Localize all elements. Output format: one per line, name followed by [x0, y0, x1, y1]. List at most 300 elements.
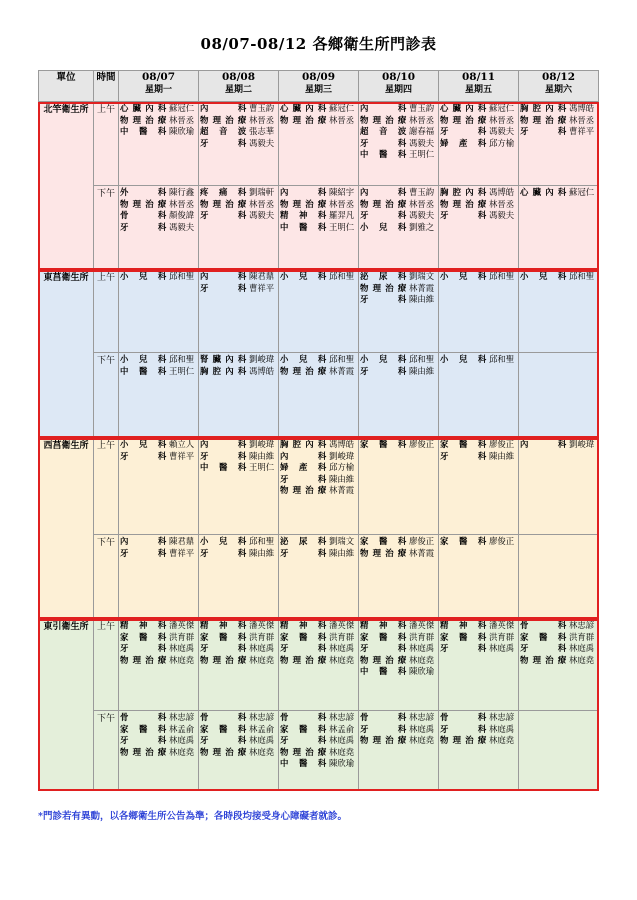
doctor-name: 劉雅之: [409, 221, 435, 232]
clinic-entry: [440, 126, 518, 138]
doctor-name: 劉峻瑋: [249, 439, 275, 449]
clinic-entry: [200, 747, 278, 759]
doctor-name: 林晉丞: [329, 198, 355, 209]
schedule-cell: [279, 102, 359, 186]
clinic-entry: [200, 126, 278, 138]
department: 牙 科: [360, 210, 406, 220]
clinic-entry: [200, 187, 278, 199]
schedule-cell: [359, 186, 439, 270]
doctor-name: 林庭堯: [249, 654, 275, 665]
header-day: [199, 71, 279, 102]
clinic-entry: [200, 451, 278, 463]
clinic-entry: [120, 548, 198, 560]
department: 中 醫 科: [120, 365, 166, 376]
doctor-name: 潘英傑: [329, 620, 355, 630]
doctor-name: 林庭堯: [249, 746, 275, 757]
doctor-name: 洪育群: [329, 631, 355, 642]
clinic-entry: [280, 712, 358, 724]
department: 疼 痛 科: [200, 187, 246, 197]
department: 家 醫 科: [440, 536, 486, 546]
clinic-entry: [360, 632, 438, 644]
doctor-name: 馮博皓: [249, 365, 275, 376]
clinic-entry: [520, 103, 598, 115]
department: 精 神 科: [440, 620, 486, 630]
department: 物理治療: [120, 746, 166, 757]
schedule-cell: [439, 270, 519, 353]
clinic-entry: [360, 666, 438, 678]
unit-name: 北竿衛生所: [39, 102, 94, 270]
department: 骨 科: [200, 712, 246, 722]
department: 家 醫 科: [280, 723, 326, 734]
clinic-entry: [360, 354, 438, 366]
schedule-cell: [119, 535, 199, 619]
schedule-row: [39, 186, 599, 270]
department: 物理治療: [200, 198, 246, 209]
header-date: 08/08: [221, 71, 256, 83]
department: 物理治療: [360, 198, 406, 209]
doctor-name: 洪育群: [569, 631, 595, 642]
doctor-name: 林庭禹: [409, 723, 435, 734]
doctor-name: 邱方榆: [489, 137, 515, 148]
doctor-name: 王明仁: [409, 149, 435, 159]
header-date: 08/10: [381, 71, 416, 83]
department: 內 科: [360, 103, 406, 113]
doctor-name: 馮毅夫: [169, 221, 195, 232]
department: 物理治療: [280, 198, 326, 209]
doctor-name: 林庭禹: [169, 643, 195, 653]
doctor-name: 林孟俞: [169, 723, 195, 734]
department: 物理治療: [120, 114, 166, 125]
clinic-entry: [200, 643, 278, 655]
department: 外 科: [120, 187, 166, 197]
department: 牙 科: [200, 137, 246, 148]
department: 牙 科: [200, 547, 246, 558]
clinic-entry: [120, 115, 198, 127]
doctor-name: 林庭禹: [169, 735, 195, 745]
doctor-name: 林庭堯: [169, 746, 195, 757]
department: 物理治療: [360, 282, 406, 293]
clinic-entry: [280, 758, 358, 770]
department: 牙 科: [360, 294, 406, 304]
department: 家 醫 科: [200, 723, 246, 734]
department: 精 神 科: [280, 210, 326, 220]
schedule-cell: [519, 619, 599, 711]
department: 骨 科: [520, 620, 566, 630]
doctor-name: 劉瑞文: [329, 536, 355, 546]
doctor-name: 蘇冠仁: [569, 187, 595, 197]
schedule-cell: [439, 353, 519, 438]
clinic-entry: [360, 712, 438, 724]
doctor-name: 陳由維: [329, 473, 355, 484]
doctor-name: 林庭堯: [489, 735, 515, 745]
header-weekday: 星期四: [384, 85, 412, 95]
department: 心臟內科: [280, 103, 326, 113]
schedule-cell: [519, 102, 599, 186]
doctor-name: 潘英傑: [489, 620, 515, 630]
clinic-entry: [360, 548, 438, 560]
clinic-entry: [200, 439, 278, 451]
clinic-entry: [200, 354, 278, 366]
clinic-entry: [440, 712, 518, 724]
doctor-name: 林庭禹: [409, 643, 435, 653]
schedule-cell: [199, 270, 279, 353]
time-slot: 下午: [94, 535, 119, 619]
clinic-entry: [200, 536, 278, 548]
doctor-name: 林庭禹: [329, 643, 355, 653]
clinic-entry: [440, 632, 518, 644]
doctor-name: 顏俊諱: [169, 210, 195, 220]
department: 家 醫 科: [120, 723, 166, 734]
doctor-name: 林忠諺: [249, 712, 275, 722]
department: 胸腔內科: [200, 365, 246, 376]
header-date: 08/12: [541, 71, 576, 83]
header-time: 時間: [94, 71, 119, 102]
doctor-name: 林庭堯: [329, 654, 355, 665]
clinic-entry: [440, 354, 518, 366]
clinic-entry: [520, 126, 598, 138]
clinic-entry: [440, 620, 518, 632]
department: 內 科: [200, 439, 246, 449]
clinic-entry: [280, 354, 358, 366]
doctor-name: 林晉丞: [169, 198, 195, 209]
clinic-entry: [360, 103, 438, 115]
doctor-name: 林庭禹: [329, 735, 355, 745]
doctor-name: 馮毅夫: [249, 210, 275, 220]
doctor-name: 林忠諺: [569, 620, 595, 630]
schedule-cell: [519, 186, 599, 270]
clinic-entry: [200, 283, 278, 295]
doctor-name: 馮博皓: [489, 187, 515, 197]
clinic-entry: [520, 643, 598, 655]
department: 物理治療: [440, 198, 486, 209]
clinic-entry: [200, 210, 278, 222]
clinic-entry: [120, 354, 198, 366]
doctor-name: 曹祥平: [169, 547, 195, 558]
department: 牙 科: [280, 735, 326, 745]
clinic-entry: [120, 620, 198, 632]
clinic-entry: [280, 474, 358, 486]
schedule-cell: [279, 438, 359, 535]
header-date: 08/07: [141, 71, 176, 83]
clinic-entry: [200, 548, 278, 560]
doctor-name: 曹玉韵: [409, 103, 435, 113]
doctor-name: 曹祥平: [169, 450, 195, 461]
department: 牙 科: [120, 221, 166, 232]
doctor-name: 廖俊正: [489, 439, 515, 449]
clinic-entry: [520, 632, 598, 644]
schedule-cell: [199, 353, 279, 438]
clinic-entry: [120, 655, 198, 667]
doctor-name: 林庭堯: [329, 746, 355, 757]
clinic-entry: [120, 451, 198, 463]
clinic-entry: [280, 366, 358, 378]
doctor-name: 陳由維: [249, 547, 275, 558]
department: 小 兒 科: [120, 439, 166, 449]
department: 物理治療: [120, 654, 166, 665]
department: 中 醫 科: [280, 221, 326, 232]
doctor-name: 廖俊正: [409, 536, 435, 546]
unit-name: 東引衛生所: [39, 619, 94, 791]
schedule-cell: [119, 270, 199, 353]
doctor-name: 邱和聖: [409, 354, 435, 364]
doctor-name: 馮博皓: [329, 439, 355, 449]
clinic-entry: [520, 271, 598, 283]
time-slot: 下午: [94, 711, 119, 791]
doctor-name: 陳由維: [409, 294, 435, 304]
department: 小 兒 科: [360, 354, 406, 364]
department: 牙 科: [360, 643, 406, 653]
schedule-cell: [359, 711, 439, 791]
department: 家 醫 科: [360, 439, 406, 449]
department: 骨 科: [120, 210, 166, 220]
department: 物理治療: [360, 547, 406, 558]
doctor-name: 林庭禹: [489, 643, 515, 653]
department: 牙 科: [280, 547, 326, 558]
doctor-name: 潘英傑: [409, 620, 435, 630]
doctor-name: 邱和聖: [329, 271, 355, 281]
doctor-name: 林庭禹: [249, 643, 275, 653]
schedule-row: [39, 353, 599, 438]
header-day: [359, 71, 439, 102]
schedule-row: [39, 619, 599, 711]
department: 內 科: [280, 450, 326, 461]
doctor-name: 馮毅夫: [409, 137, 435, 148]
doctor-name: 林庭禹: [569, 643, 595, 653]
department: 物理治療: [280, 114, 326, 125]
clinic-entry: [200, 632, 278, 644]
department: 牙 科: [200, 450, 246, 461]
department: 心臟內科: [520, 187, 566, 197]
clinic-entry: [360, 222, 438, 234]
department: 骨 科: [360, 712, 406, 722]
clinic-entry: [280, 724, 358, 736]
clinic-entry: [280, 103, 358, 115]
department: 婦 產 科: [280, 462, 326, 472]
doctor-name: 林庭堯: [169, 654, 195, 665]
clinic-entry: [200, 712, 278, 724]
department: 胸腔內科: [280, 439, 326, 449]
header-date: 08/09: [301, 71, 336, 83]
department: 內 科: [120, 536, 166, 546]
clinic-entry: [120, 126, 198, 138]
doctor-name: 邱和聖: [329, 354, 355, 364]
clinic-entry: [120, 643, 198, 655]
department: 牙 科: [440, 723, 486, 734]
doctor-name: 劉峻瑋: [249, 354, 275, 364]
doctor-name: 林菁霞: [329, 485, 355, 495]
department: 物理治療: [360, 114, 406, 125]
department: 牙 科: [280, 473, 326, 484]
schedule-row: [39, 102, 599, 186]
department: 心臟內科: [120, 103, 166, 113]
doctor-name: 張志華: [249, 126, 275, 136]
doctor-name: 陳欣瑜: [169, 126, 195, 136]
doctor-name: 林孟俞: [329, 723, 355, 734]
header-day: [119, 71, 199, 102]
doctor-name: 馮毅夫: [409, 210, 435, 220]
clinic-entry: [520, 620, 598, 632]
doctor-name: 林晉丞: [409, 114, 435, 125]
schedule-row: [39, 711, 599, 791]
clinic-entry: [120, 439, 198, 451]
department: 牙 科: [200, 735, 246, 745]
clinic-entry: [120, 747, 198, 759]
department: 小 兒 科: [120, 271, 166, 281]
doctor-name: 林庭堯: [409, 654, 435, 665]
clinic-schedule-table: [38, 70, 599, 791]
department: 中 醫 科: [280, 758, 326, 768]
doctor-name: 邱和聖: [489, 271, 515, 281]
schedule-cell: [119, 619, 199, 711]
doctor-name: 陳由維: [249, 450, 275, 461]
doctor-name: 陳由維: [329, 547, 355, 558]
doctor-name: 曹祥平: [569, 126, 595, 136]
clinic-entry: [200, 462, 278, 474]
doctor-name: 邱和聖: [249, 536, 275, 546]
department: 物理治療: [520, 654, 566, 665]
department: 物理治療: [520, 114, 566, 125]
page-title: 08/07-08/12 各鄉衛生所門診表: [200, 35, 437, 53]
doctor-name: 劉峻瑋: [329, 450, 355, 461]
department: 物理治療: [280, 746, 326, 757]
clinic-entry: [520, 439, 598, 451]
clinic-entry: [440, 439, 518, 451]
doctor-name: 陳君鼎: [169, 536, 195, 546]
clinic-entry: [280, 632, 358, 644]
clinic-entry: [360, 643, 438, 655]
schedule-row: [39, 438, 599, 535]
clinic-entry: [360, 210, 438, 222]
schedule-cell: [439, 186, 519, 270]
department: 中 醫 科: [360, 149, 406, 159]
clinic-entry: [360, 439, 438, 451]
department: 家 醫 科: [440, 631, 486, 642]
doctor-name: 劉瑞文: [409, 271, 435, 281]
doctor-name: 陳由維: [489, 450, 515, 461]
department: 牙 科: [200, 643, 246, 653]
doctor-name: 林菁霞: [409, 282, 435, 293]
department: 物理治療: [280, 485, 326, 495]
department: 內 科: [200, 103, 246, 113]
clinic-entry: [280, 451, 358, 463]
department: 牙 科: [120, 547, 166, 558]
doctor-name: 陳欣瑜: [329, 758, 355, 768]
clinic-entry: [360, 271, 438, 283]
department: 牙 科: [440, 210, 486, 220]
department: 牙 科: [360, 365, 406, 376]
department: 腎臟內科: [200, 354, 246, 364]
doctor-name: 賴立人: [169, 439, 195, 449]
clinic-entry: [120, 536, 198, 548]
doctor-name: 馮毅夫: [489, 126, 515, 136]
clinic-entry: [360, 620, 438, 632]
doctor-name: 林庭禹: [249, 735, 275, 745]
clinic-entry: [360, 294, 438, 306]
schedule-cell: [439, 711, 519, 791]
department: 內 科: [280, 187, 326, 197]
clinic-entry: [440, 210, 518, 222]
doctor-name: 潘英傑: [249, 620, 275, 630]
clinic-entry: [520, 655, 598, 667]
schedule-cell: [519, 353, 599, 438]
clinic-entry: [280, 199, 358, 211]
clinic-entry: [200, 366, 278, 378]
doctor-name: 陳行鑫: [169, 187, 195, 197]
department: 牙 科: [360, 723, 406, 734]
header-day: [519, 71, 599, 102]
footnote: *門診若有異動，以各鄉衛生所公告為準；各時段均接受身心障礙者就診。: [38, 811, 347, 822]
clinic-entry: [360, 149, 438, 161]
department: 家 醫 科: [520, 631, 566, 642]
doctor-name: 林晉丞: [169, 114, 195, 125]
department: 精 神 科: [360, 620, 406, 630]
schedule-cell: [119, 438, 199, 535]
doctor-name: 曹玉韵: [249, 103, 275, 113]
doctor-name: 林忠諺: [329, 712, 355, 722]
doctor-name: 林晉丞: [409, 198, 435, 209]
clinic-entry: [280, 643, 358, 655]
department: 中 醫 科: [200, 462, 246, 472]
time-slot: 上午: [94, 270, 119, 353]
schedule-cell: [279, 353, 359, 438]
doctor-name: 洪育群: [249, 631, 275, 642]
schedule-row: [39, 270, 599, 353]
schedule-cell: [519, 438, 599, 535]
department: 家 醫 科: [200, 631, 246, 642]
department: 骨 科: [120, 712, 166, 722]
header-weekday: 星期六: [544, 85, 572, 95]
department: 物理治療: [200, 654, 246, 665]
clinic-entry: [120, 712, 198, 724]
department: 家 醫 科: [360, 631, 406, 642]
department: 家 醫 科: [360, 536, 406, 546]
doctor-name: 陳由維: [409, 365, 435, 376]
department: 骨 科: [280, 712, 326, 722]
doctor-name: 邱和聖: [169, 354, 195, 364]
doctor-name: 林菁霞: [329, 365, 355, 376]
clinic-entry: [360, 187, 438, 199]
schedule-cell: [359, 535, 439, 619]
clinic-entry: [120, 724, 198, 736]
doctor-name: 邱和聖: [489, 354, 515, 364]
department: 骨 科: [440, 712, 486, 722]
clinic-entry: [280, 115, 358, 127]
clinic-entry: [120, 187, 198, 199]
department: 內 科: [360, 187, 406, 197]
header-unit: 單位: [39, 71, 94, 102]
clinic-entry: [200, 271, 278, 283]
clinic-entry: [120, 632, 198, 644]
department: 物理治療: [200, 114, 246, 125]
doctor-name: 王明仁: [329, 221, 355, 232]
clinic-entry: [440, 536, 518, 548]
clinic-entry: [120, 735, 198, 747]
doctor-name: 曹祥平: [249, 282, 275, 293]
department: 牙 科: [440, 450, 486, 461]
doctor-name: 林晉丞: [249, 114, 275, 125]
department: 小 兒 科: [120, 354, 166, 364]
department: 精 神 科: [200, 620, 246, 630]
doctor-name: 林忠諺: [409, 712, 435, 722]
time-slot: 上午: [94, 619, 119, 711]
clinic-entry: [280, 735, 358, 747]
schedule-cell: [359, 102, 439, 186]
department: 牙 科: [280, 643, 326, 653]
department: 小 兒 科: [440, 354, 486, 364]
doctor-name: 林庭禹: [489, 723, 515, 734]
clinic-entry: [200, 138, 278, 150]
clinic-entry: [280, 222, 358, 234]
